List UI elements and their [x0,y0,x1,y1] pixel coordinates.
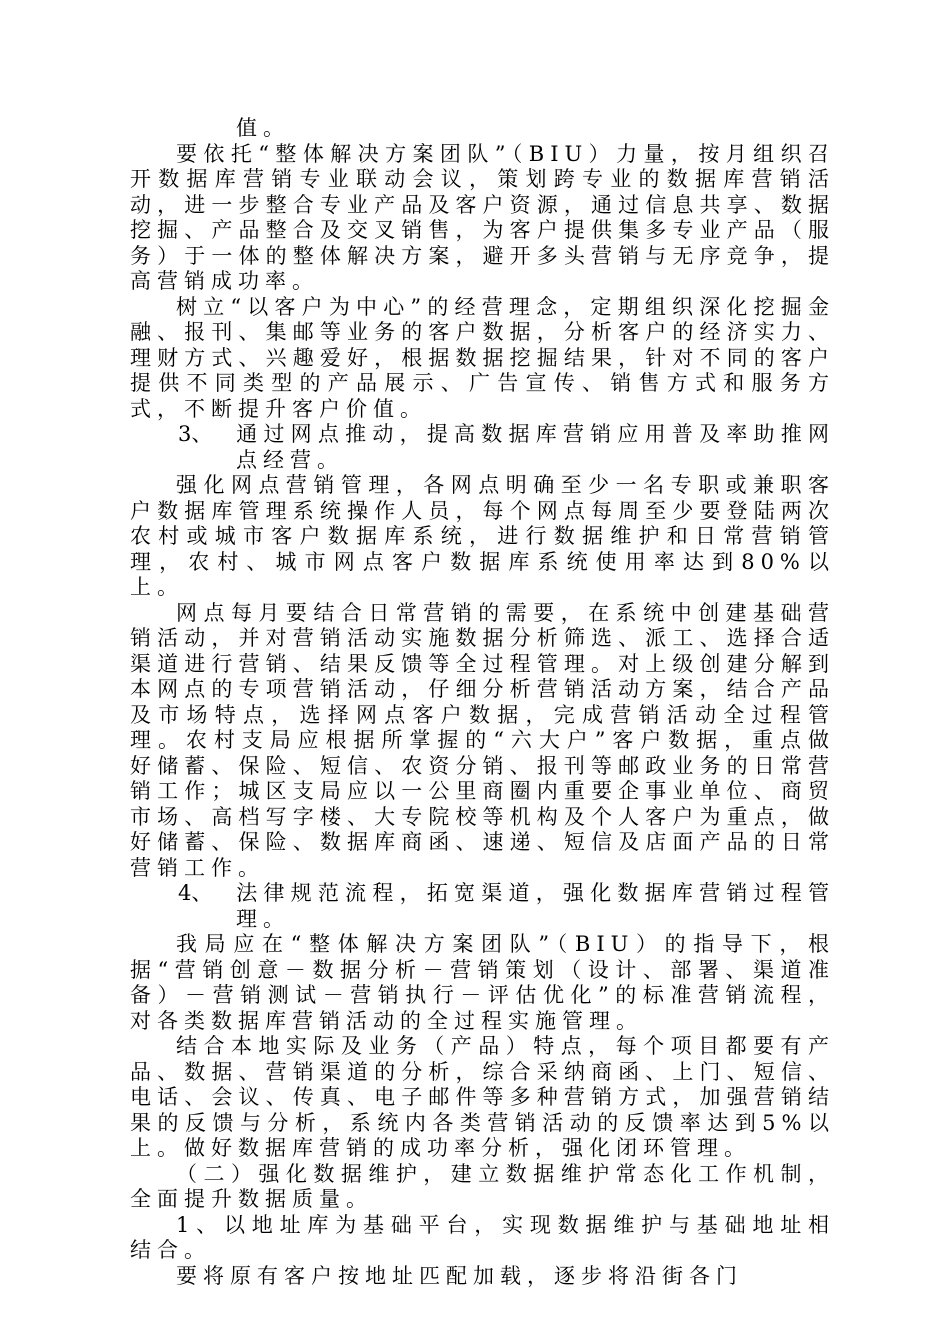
heading-text: 通过网点推动，提高数据库营销应用普及率助推网点经营。 [236,422,835,472]
paragraph-10: 1、以地址库为基础平台，实现数据维护与基础地址相结合。 [130,1212,835,1262]
heading-number: 4、 [178,881,213,905]
paragraph-11: 要将原有客户按地址匹配加载，逐步将沿街各门 [176,1263,743,1288]
section-heading-3 [130,422,835,473]
paragraph-4: 强化网点营销管理，各网点明确至少一名专职或兼职客户数据库管理系统操作人员，每个网点每周至少要登陆两次农村或城市客户数据库系统，进行数据维护和日常营销管理，农村、城市网点客户数据库系统使用率达到80%以上。 [130,473,835,599]
paragraph-2: 树立“以客户为中心”的经营理念，定期组织深化挖掘金融、报刊、集邮等业务的客户数据，分析客户的经济实力、理财方式、兴趣爱好，根据数据挖掘结果，针对不同的客户提供不同类型的产品展示、广告宣传、销售方式和服务方式，不断提升客户价值。 [130,294,835,421]
heading-text: 法律规范流程，拓宽渠道，强化数据库营销过程管理。 [236,881,835,931]
paragraph-7: 我局应在“整体解决方案团队”（BIU）的指导下，根据“营销创意－数据分析－营销策划（设计、部署、渠道准备）－营销测试－营销执行－评估优化”的标准营销流程，对各类数据库营销活动的全过程实施管理。 [130,932,835,1033]
paragraph-9: （二）强化数据维护，建立数据维护常态化工作机制，全面提升数据质量。 [130,1161,835,1211]
heading-number: 3、 [178,422,213,446]
section-heading-4 [130,881,835,932]
paragraph-1: 要依托“整体解决方案团队”（BIU）力量，按月组织召开数据库营销专业联动会议，策划跨专业的数据库营销活动，进一步整合专业产品及客户资源，通过信息共享、数据挖掘、产品整合及交叉销售，为客户提供集多专业产品（服务）于一体的整体解决方案，避开多头营销与无序竞争，提高营销成功率。 [130,141,835,293]
paragraph-0: 值。 [236,116,290,140]
paragraph-8: 结合本地实际及业务（产品）特点，每个项目都要有产品、数据、营销渠道的分析，综合采纳商函、上门、短信、电话、会议、传真、电子邮件等多种营销方式，加强营销结果的反馈与分析，系统内各类营销活动的反馈率达到5%以上。做好数据库营销的成功率分析，强化闭环管理。 [130,1034,835,1160]
paragraph-5: 网点每月要结合日常营销的需要，在系统中创建基础营销活动，并对营销活动实施数据分析筛选、派工、选择合适渠道进行营销、结果反馈等全过程管理。对上级创建分解到本网点的专项营销活动，仔细分析营销活动方案，结合产品及市场特点，选择网点客户数据，完成营销活动全过程管理。农村支局应根据所掌握的“六大户”客户数据，重点做好储蓄、保险、短信、农资分销、报刊等邮政业务的日常营销工作；城区支局应以一公里商圈内重要企事业单位、商贸市场、高档写字楼、大专院校等机构及个人客户为重点，做好储蓄、保险、数据库商函、速递、短信及店面产品的日常营销工作。 [130,600,835,880]
document-page [130,116,835,1289]
